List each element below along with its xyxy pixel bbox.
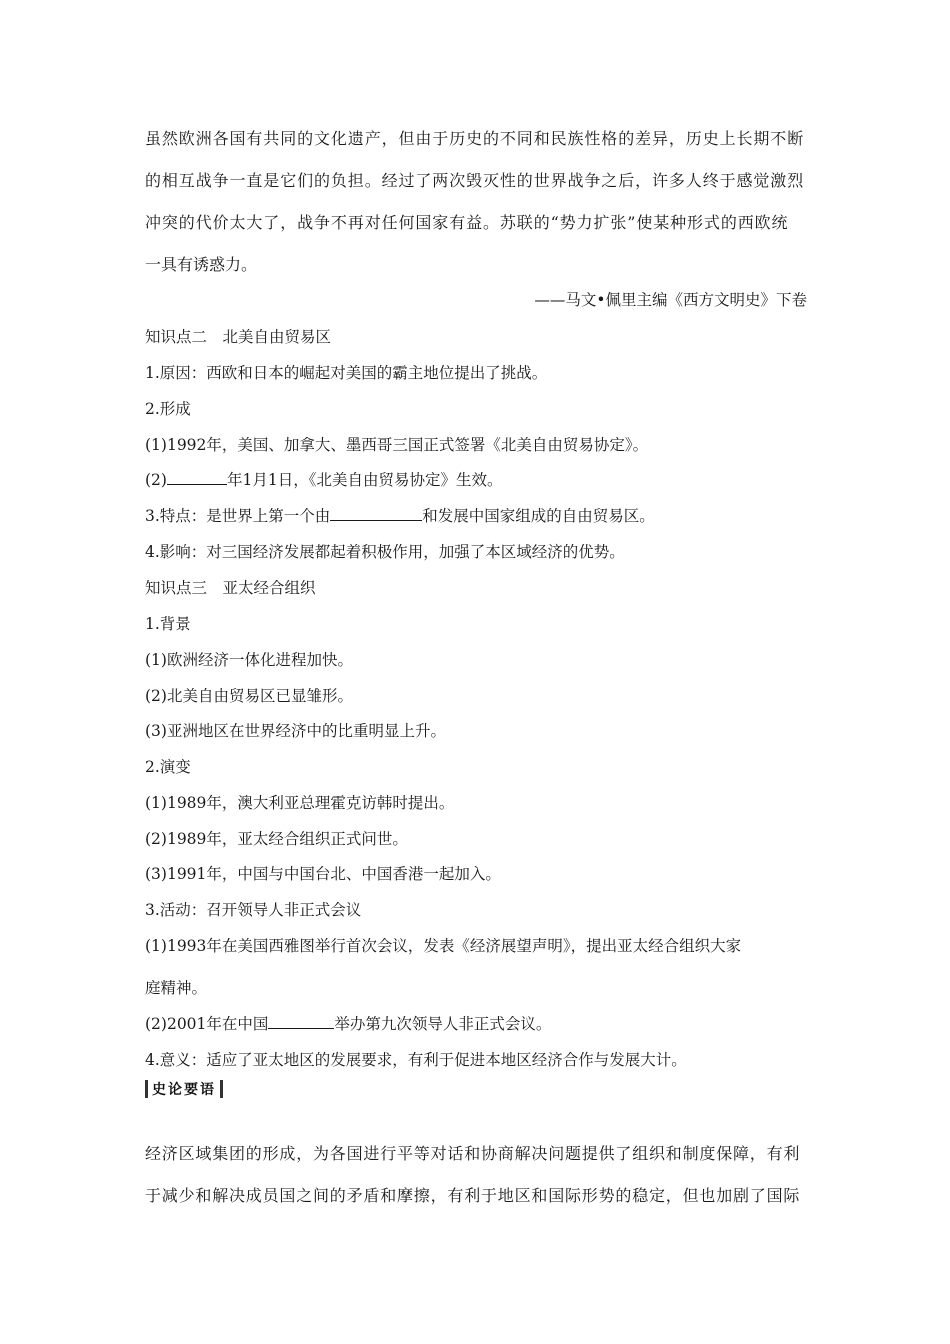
heading-bar-right bbox=[220, 1080, 223, 1098]
kp3-ev-2: (2)1989年，亚太经合组织正式问世。 bbox=[145, 830, 408, 848]
kp2-form-2: (2) 年1月1日，《北美自由贸易协定》生效。 bbox=[145, 471, 503, 489]
kp3-act-1a: (1)1993年在美国西雅图举行首次会议，发表《经济展望声明》，提出亚太经合组织大家 bbox=[145, 937, 742, 955]
kp2-feature: 3.特点：是世界上第一个由 和发展中国家组成的自由贸易区。 bbox=[145, 507, 655, 525]
kp3-bg-title: 1.背景 bbox=[145, 615, 191, 633]
summary-line-1: 经济区域集团的形成，为各国进行平等对话和协商解决问题提供了组织和制度保障，有利 bbox=[145, 1144, 801, 1163]
kp3-ev-1: (1)1989年，澳大利亚总理霍克访韩时提出。 bbox=[145, 794, 455, 812]
kp2-form-1: (1)1992年，美国、加拿大、墨西哥三国正式签署《北美自由贸易协定》。 bbox=[145, 436, 649, 454]
kp2-title: 知识点二 北美自由贸易区 bbox=[145, 328, 332, 346]
kp3-act-title: 3.活动：召开领导人非正式会议 bbox=[145, 901, 362, 919]
kp3-meaning: 4.意义：适应了亚太地区的发展要求，有利于促进本地区经济合作与发展大计。 bbox=[145, 1051, 687, 1069]
kp3-act-1b: 庭精神。 bbox=[145, 979, 208, 997]
fill-blank bbox=[167, 469, 227, 485]
kp3-bg-3: (3)亚洲地区在世界经济中的比重明显上升。 bbox=[145, 722, 446, 740]
fill-blank bbox=[330, 505, 422, 521]
quote-line-2: 的相互战争一直是它们的负担。经过了两次毁灭性的世界战争之后，许多人终于感觉激烈 bbox=[145, 171, 805, 190]
kp3-act-2: (2)2001年在中国 举办第九次领导人非正式会议。 bbox=[145, 1015, 552, 1033]
quote-line-3: 冲突的代价太大了，战争不再对任何国家有益。苏联的“势力扩张”使某种形式的西欧统 bbox=[145, 213, 789, 232]
heading-label: 史论要语 bbox=[152, 1082, 216, 1098]
kp2-impact: 4.影响：对三国经济发展都起着积极作用，加强了本区域经济的优势。 bbox=[145, 543, 625, 561]
kp3-title: 知识点三 亚太经合组织 bbox=[145, 579, 316, 597]
kp3-bg-2: (2)北美自由贸易区已显雏形。 bbox=[145, 687, 353, 705]
kp3-bg-1: (1)欧洲经济一体化进程加快。 bbox=[145, 651, 353, 669]
fill-blank bbox=[268, 1013, 334, 1029]
kp3-ev-title: 2.演变 bbox=[145, 758, 191, 776]
quote-line-4: 一具有诱惑力。 bbox=[145, 255, 258, 274]
kp2-form-title: 2.形成 bbox=[145, 400, 191, 418]
kp2-reason: 1.原因：西欧和日本的崛起对美国的霸主地位提出了挑战。 bbox=[145, 364, 548, 382]
section-heading bbox=[145, 1078, 223, 1100]
quote-line-1: 虽然欧洲各国有共同的文化遗产，但由于历史的不同和民族性格的差异，历史上长期不断 bbox=[145, 129, 805, 148]
quote-source: ——马文•佩里主编《西方文明史》下卷 bbox=[534, 291, 807, 309]
summary-line-2: 于减少和解决成员国之间的矛盾和摩擦，有利于地区和国际形势的稳定，但也加剧了国际 bbox=[145, 1186, 801, 1205]
kp3-ev-3: (3)1991年，中国与中国台北、中国香港一起加入。 bbox=[145, 865, 501, 883]
